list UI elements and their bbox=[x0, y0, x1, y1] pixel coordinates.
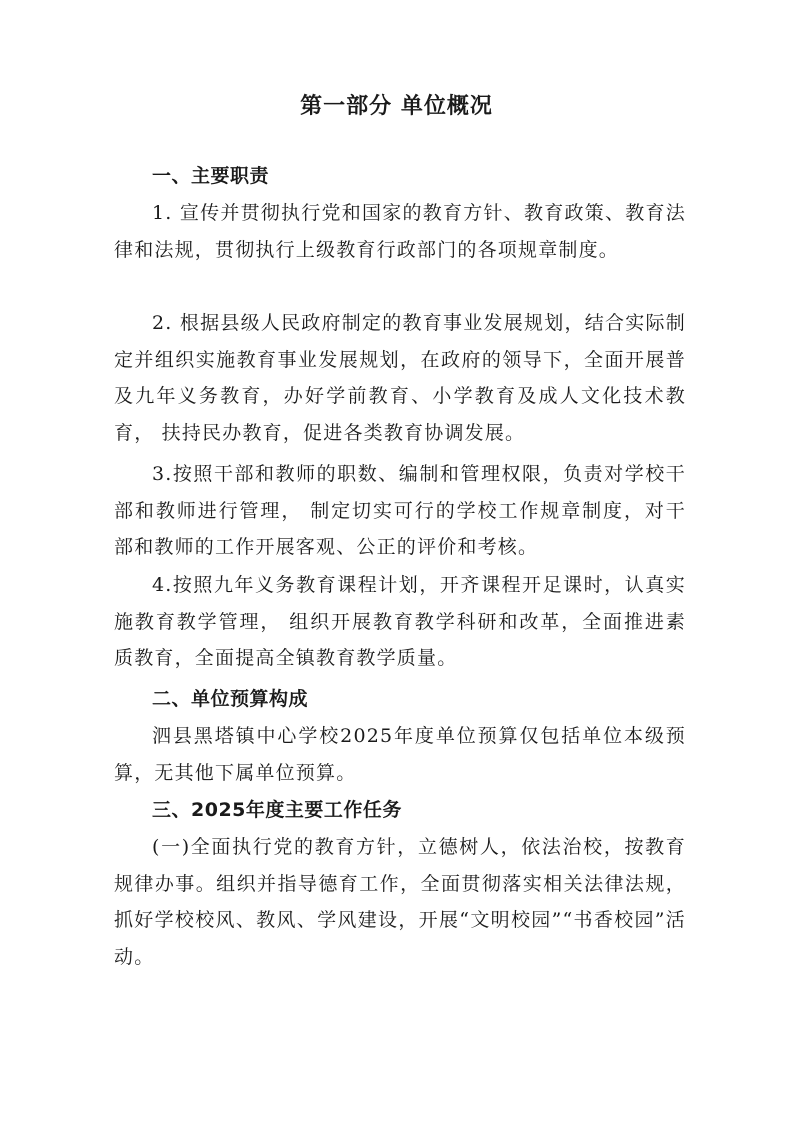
duty-item-4: 4.按照九年义务教育课程计划，开齐课程开足课时，认真实施教育教学管理， 组织开展教育教学科研和改革，全面推进素质教育，全面提高全镇教育教学质量。 bbox=[114, 574, 686, 669]
duty-item-1: 1. 宣传并贯彻执行党和国家的教育方针、教育政策、教育法律和法规，贯彻执行上级教育行政部门的各项规章制度。 bbox=[114, 202, 686, 261]
section-heading-duties: 一、主要职责 bbox=[152, 165, 270, 187]
section-heading-work-tasks: 三、2025年度主要工作任务 bbox=[152, 799, 402, 821]
section-heading-budget-composition: 二、单位预算构成 bbox=[152, 688, 309, 710]
duty-item-3: 3.按照干部和教师的职数、编制和管理权限，负责对学校干部和教师进行管理， 制定切实可行的学校工作规章制度，对干部和教师的工作开展客观、公正的评价和考核。 bbox=[114, 463, 686, 558]
budget-composition-text: 泗县黑塔镇中心学校2025年度单位预算仅包括单位本级预算，无其他下属单位预算。 bbox=[114, 725, 686, 784]
work-task-1: (一)全面执行党的教育方针，立德树人，依法治校，按教育规律办事。组织并指导德育工作，全面贯彻落实相关法律法规，抓好学校校风、教风、学风建设，开展“文明校园”“书香校园”活动。 bbox=[114, 836, 686, 968]
duty-item-2: 2. 根据县级人民政府制定的教育事业发展规划，结合实际制定并组织实施教育事业发展规划，在政府的领导下，全面开展普及九年义务教育，办好学前教育、小学教育及成人文化技术教育， 扶持民办教育，促进各类教育协调发展。 bbox=[114, 312, 686, 444]
page-title: 第一部分 单位概况 bbox=[300, 94, 493, 119]
